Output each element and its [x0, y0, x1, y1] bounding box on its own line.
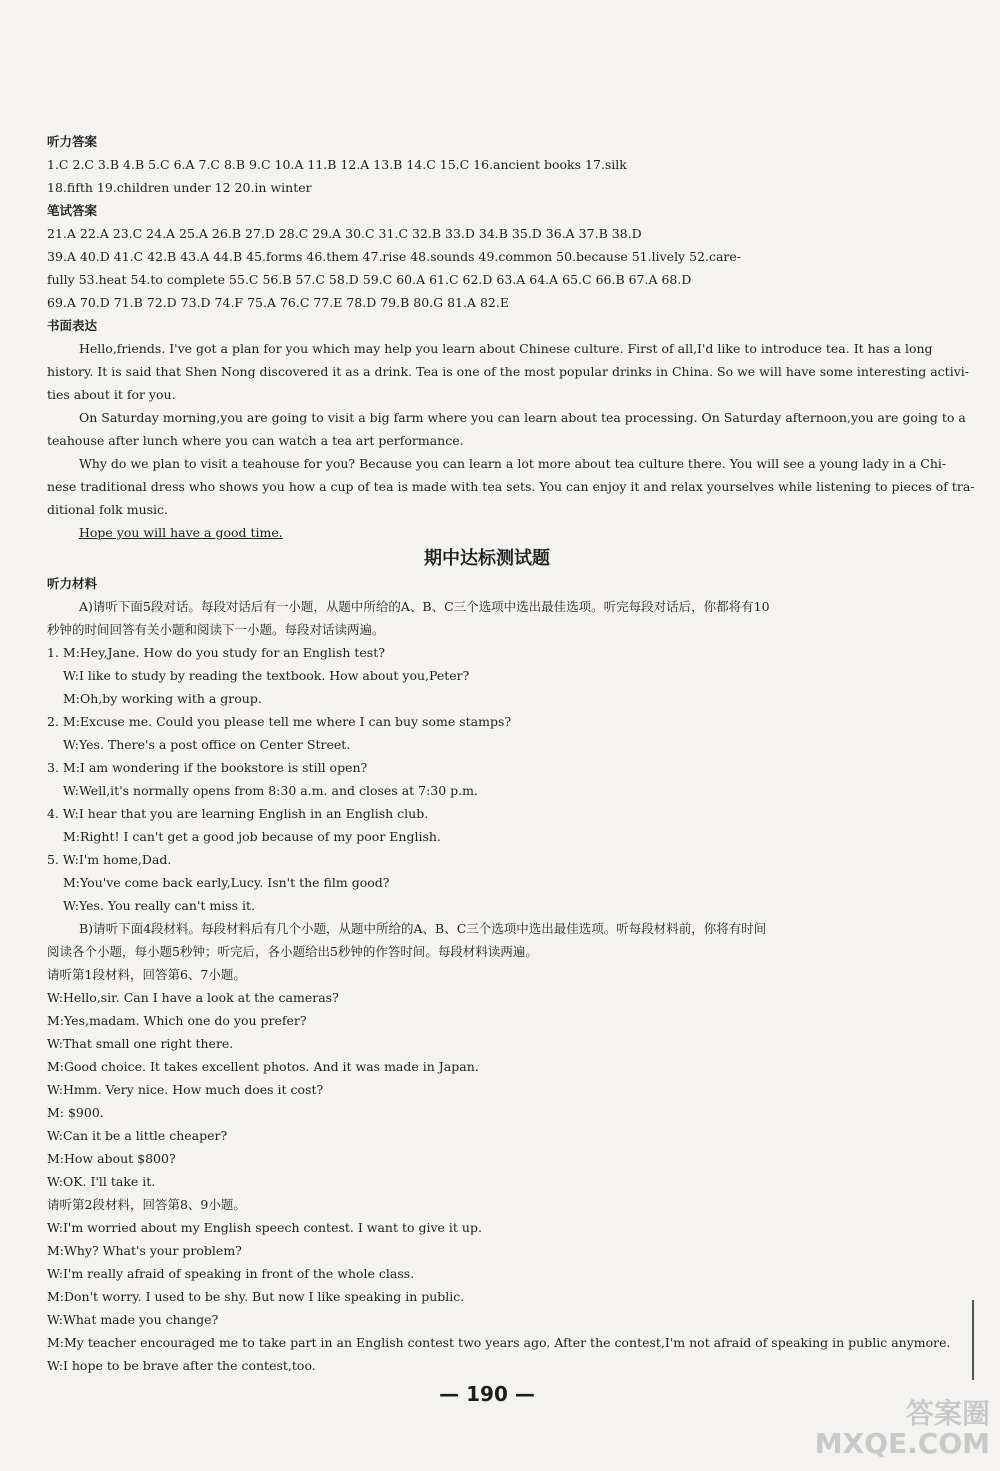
material1-line: W:That small one right there. [47, 1036, 234, 1051]
dialogue-line: 2. M:Excuse me. Could you please tell me where I can buy some stamps? [47, 714, 512, 729]
material1-line: M:Yes,madam. Which one do you prefer? [47, 1013, 307, 1028]
writing-line-1: Hello,friends. I've got a plan for you which may help you learn about Chinese culture. First of all,I'd like to introduce tea. It has a long [79, 341, 933, 356]
dialogue-line: 3. M:I am wondering if the bookstore is still open? [47, 760, 368, 775]
dialogue-line: 1. M:Hey,Jane. How do you study for an English test? [47, 645, 385, 660]
material2-line: W:I hope to be brave after the contest,too. [47, 1358, 316, 1373]
writing-line-9: Hope you will have a good time. [79, 525, 283, 540]
material1-line: M: $900. [47, 1105, 104, 1120]
part-b-line-1: B)请听下面4段材料。每段材料后有几个小题，从题中所给的A、B、C三个选项中选出最佳选项。听每段材料前，你将有时间 [79, 921, 767, 936]
writing-line-6: Why do we plan to visit a teahouse for you? Because you can learn a lot more about tea culture there. You will see a young lady in a Chi- [79, 456, 947, 471]
material2-line: M:Don't worry. I used to be shy. But now I like speaking in public. [47, 1289, 465, 1304]
dialogue-line: W:Yes. You really can't miss it. [63, 898, 256, 913]
dialogue-line: M:Oh,by working with a group. [63, 691, 262, 706]
material1-line: M:Good choice. It takes excellent photos. And it was made in Japan. [47, 1059, 479, 1074]
listening-material-heading: 听力材料 [47, 576, 98, 591]
writing-line-8: ditional folk music. [47, 502, 169, 517]
writing-line-3: ties about it for you. [47, 387, 176, 402]
margin-rule [972, 1300, 974, 1380]
material2-line: W:What made you change? [47, 1312, 219, 1327]
dialogue-line: M:You've come back early,Lucy. Isn't the film good? [63, 875, 390, 890]
material2-line: M:My teacher encouraged me to take part in an English contest two years ago. After the contest,I'm not afraid of speaking in public anymore. [47, 1335, 951, 1350]
listening-answers-line-2: 18.fifth 19.children under 12 20.in winter [47, 180, 312, 195]
written-answers-line-1: 21.A 22.A 23.C 24.A 25.A 26.B 27.D 28.C 29.A 30.C 31.C 32.B 33.D 34.B 35.D 36.A 37.B 38.D [47, 226, 642, 241]
dialogue-line: W:Well,it's normally opens from 8:30 a.m. and closes at 7:30 p.m. [63, 783, 478, 798]
watermark-logo: 答案圈 MXQE.COM [814, 1397, 990, 1460]
dialogue-line: M:Right! I can't get a good job because of my poor English. [63, 829, 441, 844]
listening-answers-line-1: 1.C 2.C 3.B 4.B 5.C 6.A 7.C 8.B 9.C 10.A 11.B 12.A 13.B 14.C 15.C 16.ancient books 17.silk [47, 157, 627, 172]
material1-line: M:How about $800? [47, 1151, 176, 1166]
written-answers-line-4: 69.A 70.D 71.B 72.D 73.D 74.F 75.A 76.C 77.E 78.D 79.B 80.G 81.A 82.E [47, 295, 509, 310]
written-answers-line-3: fully 53.heat 54.to complete 55.C 56.B 57.C 58.D 59.C 60.A 61.C 62.D 63.A 64.A 65.C 66.B 67.A 68.D [47, 272, 692, 287]
section-title: 期中达标测试题 [424, 548, 550, 569]
material1-line: W:Hello,sir. Can I have a look at the cameras? [47, 990, 339, 1005]
dialogue-line: W:Yes. There's a post office on Center Street. [63, 737, 351, 752]
part-b-line-2: 阅读各个小题，每小题5秒钟；听完后，各小题给出5秒钟的作答时间。每段材料读两遍。 [47, 944, 538, 959]
material1-line: W:OK. I'll take it. [47, 1174, 156, 1189]
writing-line-2: history. It is said that Shen Nong discovered it as a drink. Tea is one of the most popular drinks in China. So we will have some interesting activi- [47, 364, 969, 379]
listening-answers-heading: 听力答案 [47, 134, 98, 149]
part-a-line-2: 秒钟的时间回答有关小题和阅读下一小题。每段对话读两遍。 [47, 622, 385, 637]
material1-line: W:Can it be a little cheaper? [47, 1128, 228, 1143]
writing-line-5: teahouse after lunch where you can watch a tea art performance. [47, 433, 464, 448]
material1-line: W:Hmm. Very nice. How much does it cost? [47, 1082, 324, 1097]
page-number: — 190 — [439, 1382, 535, 1406]
written-answers-line-2: 39.A 40.D 41.C 42.B 43.A 44.B 45.forms 46.them 47.rise 48.sounds 49.common 50.because 51.lively 52.care- [47, 249, 742, 264]
material2-line: M:Why? What's your problem? [47, 1243, 242, 1258]
material1-intro: 请听第1段材料，回答第6、7小题。 [47, 967, 246, 982]
dialogue-line: 5. W:I'm home,Dad. [47, 852, 172, 867]
dialogue-line: W:I like to study by reading the textbook. How about you,Peter? [63, 668, 470, 683]
material2-line: W:I'm really afraid of speaking in front of the whole class. [47, 1266, 415, 1281]
part-a-line-1: A)请听下面5段对话。每段对话后有一小题，从题中所给的A、B、C三个选项中选出最佳选项。听完每段对话后，你都将有10 [79, 599, 770, 614]
writing-heading: 书面表达 [47, 318, 98, 333]
material2-line: W:I'm worried about my English speech contest. I want to give it up. [47, 1220, 482, 1235]
dialogue-line: 4. W:I hear that you are learning English in an English club. [47, 806, 429, 821]
writing-line-7: nese traditional dress who shows you how a cup of tea is made with tea sets. You can enjoy it and relax yourselves while listening to pieces of tra- [47, 479, 975, 494]
writing-line-4: On Saturday morning,you are going to visit a big farm where you can learn about tea processing. On Saturday afternoon,you are going to a [79, 410, 966, 425]
written-answers-heading: 笔试答案 [47, 203, 98, 218]
material2-intro: 请听第2段材料，回答第8、9小题。 [47, 1197, 246, 1212]
